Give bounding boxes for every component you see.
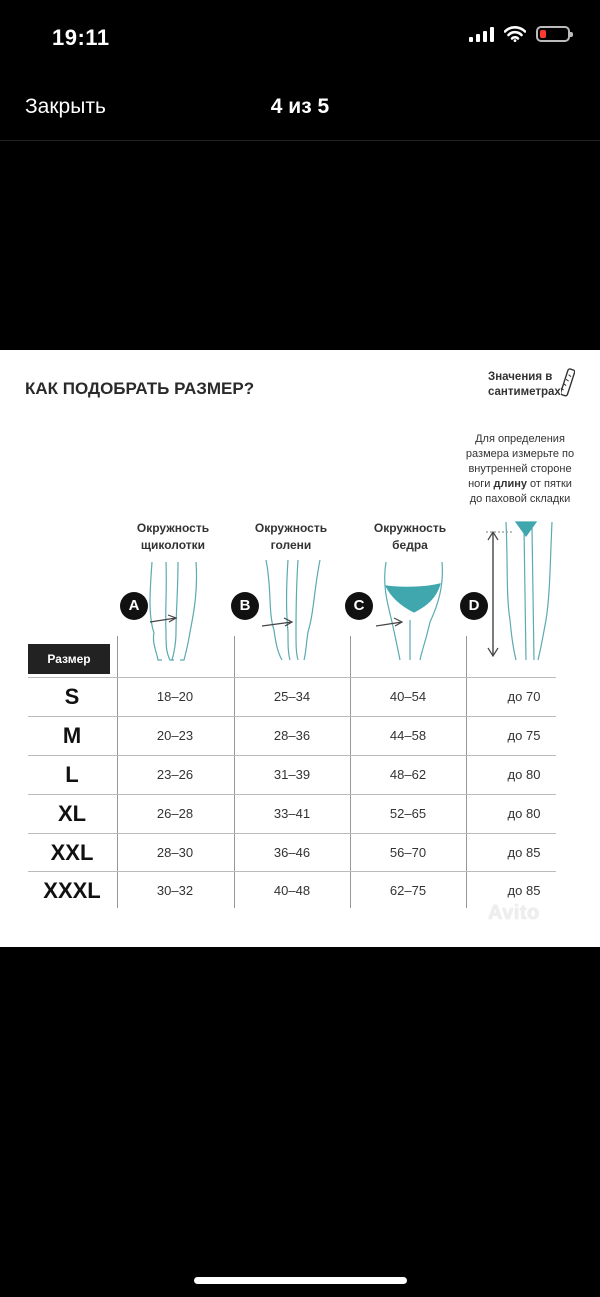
instruction-line4: ноги длину от пятки bbox=[468, 478, 572, 490]
close-button[interactable]: Закрыть bbox=[25, 95, 106, 118]
hip-value: 48–62 bbox=[389, 767, 427, 782]
size-chart-title: КАК ПОДОБРАТЬ РАЗМЕР? bbox=[25, 379, 255, 398]
instruction-line2: размера измерьте по bbox=[465, 448, 575, 460]
battery-low-icon bbox=[536, 26, 570, 42]
ankle-value: 20–23 bbox=[156, 728, 194, 743]
avito-watermark: Avito bbox=[488, 902, 540, 924]
size-column-header: Размер bbox=[28, 644, 110, 674]
hip-value: 40–54 bbox=[389, 689, 427, 704]
length-value: до 80 bbox=[507, 767, 541, 782]
hip-value: 52–65 bbox=[389, 806, 427, 821]
hip-value: 62–75 bbox=[389, 883, 427, 898]
length-value: до 70 bbox=[507, 689, 541, 704]
marker-d: D bbox=[460, 592, 488, 620]
status-time: 19:11 bbox=[52, 25, 110, 50]
ankle-value: 26–28 bbox=[156, 806, 194, 821]
table-row bbox=[28, 794, 556, 833]
status-bar bbox=[0, 0, 600, 78]
calf-value: 31–39 bbox=[273, 767, 311, 782]
gallery-image[interactable] bbox=[0, 350, 600, 947]
status-icons bbox=[469, 26, 570, 42]
length-figure bbox=[486, 522, 552, 660]
units-note-line2: сантиметрах bbox=[488, 386, 561, 398]
column-header-calf: Окружность голени bbox=[254, 521, 328, 552]
table-row bbox=[28, 716, 556, 755]
hip-value: 56–70 bbox=[389, 845, 427, 860]
home-indicator[interactable] bbox=[194, 1277, 407, 1284]
column-header-ankle: Окружность щиколотки bbox=[136, 521, 210, 552]
gallery-navbar bbox=[0, 78, 600, 141]
length-value: до 80 bbox=[507, 806, 541, 821]
units-note-line1: Значения в bbox=[488, 371, 553, 383]
ankle-value: 30–32 bbox=[156, 883, 194, 898]
marker-a: A bbox=[120, 592, 148, 620]
table-row bbox=[28, 755, 556, 794]
hip-value: 44–58 bbox=[389, 728, 427, 743]
ankle-value: 18–20 bbox=[156, 689, 194, 704]
wifi-icon bbox=[504, 26, 526, 42]
instruction-line3: внутренней стороне bbox=[468, 463, 572, 475]
marker-c: C bbox=[345, 592, 373, 620]
table-row bbox=[28, 871, 556, 910]
length-value: до 85 bbox=[507, 883, 541, 898]
instruction-line5: до паховой складки bbox=[469, 493, 571, 505]
column-header-hip: Окружность бедра bbox=[373, 521, 447, 552]
calf-value: 40–48 bbox=[273, 883, 311, 898]
calf-figure bbox=[262, 560, 320, 660]
ankle-value: 28–30 bbox=[156, 845, 194, 860]
size-label: S bbox=[64, 684, 80, 709]
ankle-value: 23–26 bbox=[156, 767, 194, 782]
table-row bbox=[28, 833, 556, 872]
marker-b: B bbox=[231, 592, 259, 620]
calf-value: 28–36 bbox=[273, 728, 311, 743]
signal-icon bbox=[469, 26, 494, 42]
calf-value: 25–34 bbox=[273, 689, 311, 704]
instruction-line1: Для определения bbox=[475, 433, 565, 445]
size-label: XXL bbox=[50, 840, 94, 865]
hip-figure bbox=[376, 562, 442, 660]
size-label: L bbox=[65, 762, 79, 787]
calf-value: 36–46 bbox=[273, 845, 311, 860]
calf-value: 33–41 bbox=[273, 806, 311, 821]
table-row bbox=[28, 677, 556, 716]
size-label: XXXL bbox=[43, 878, 101, 903]
length-value: до 85 bbox=[507, 845, 541, 860]
size-label: M bbox=[62, 723, 82, 748]
size-label: XL bbox=[57, 801, 87, 826]
length-value: до 75 bbox=[507, 728, 541, 743]
ankle-figure bbox=[150, 562, 197, 660]
image-counter: 4 из 5 bbox=[270, 95, 330, 118]
